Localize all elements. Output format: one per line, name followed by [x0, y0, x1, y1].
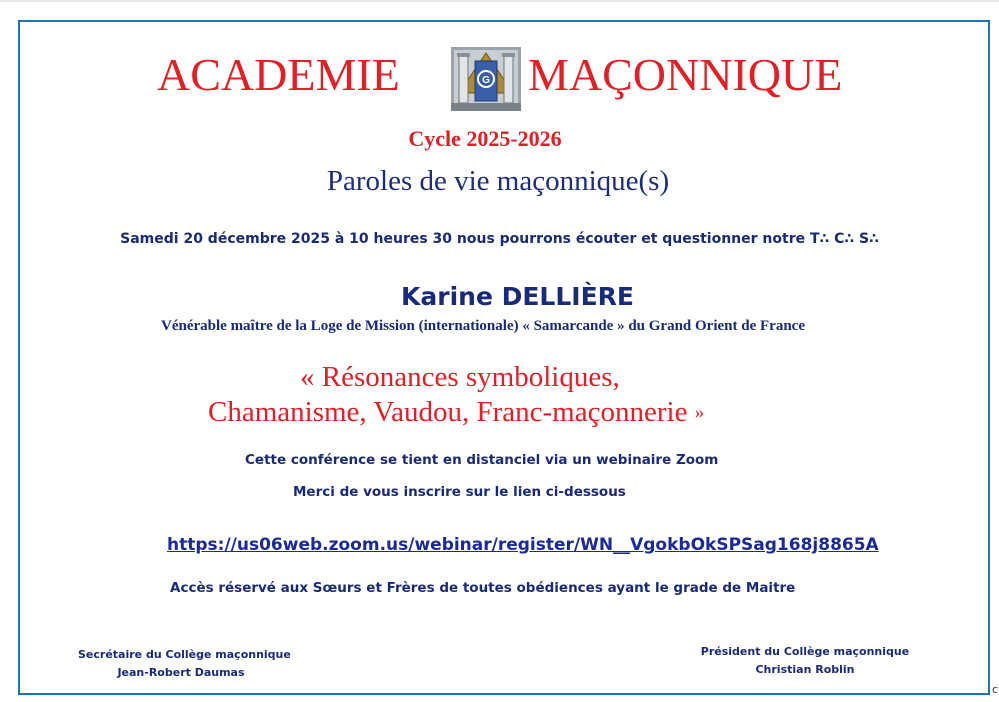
secretary-signature: [78, 646, 291, 682]
secretary-title: Secrétaire du Collège maçonnique: [78, 648, 291, 661]
secretary-name: Jean-Robert Daumas: [117, 666, 245, 679]
title-maconnique: MAÇONNIQUE: [528, 49, 843, 100]
top-divider: [0, 0, 999, 2]
stray-character: c: [992, 683, 999, 696]
page-subtitle: Paroles de vie maçonnique(s): [326, 165, 670, 197]
president-signature: [700, 643, 910, 679]
access-restriction-text: Accès réservé aux Sœurs et Frères de toutes obédiences ayant le grade de Maitre: [170, 580, 796, 596]
talk-title-line-2: [208, 396, 704, 429]
info-line-inscription: Merci de vous inscrire sur le lien ci-dessous: [293, 484, 626, 500]
info-line-distanciel: Cette conférence se tient en distanciel via un webinaire Zoom: [245, 452, 719, 468]
title-academie: ACADEMIE: [157, 49, 400, 100]
speaker-role: Vénérable maître de la Loge de Mission (internationale) « Samarcande » du Grand Orient de France: [161, 318, 805, 334]
president-name: Christian Roblin: [755, 663, 855, 676]
zoom-registration-link[interactable]: https://us06web.zoom.us/webinar/register/WN__VgokbOkSPSag168j8865A: [167, 535, 879, 555]
talk-title-line-1: « Résonances symboliques,: [300, 361, 620, 393]
svg-text:G: G: [482, 75, 490, 86]
announcement-text: Samedi 20 décembre 2025 à 10 heures 30 nous pourrons écouter et questionner notre T∴ C∴ S∴: [120, 231, 879, 247]
talk-title-line-2-text: Chamanisme, Vaudou, Franc-maçonnerie: [208, 396, 688, 428]
closing-quote: »: [694, 402, 705, 423]
masonic-emblem-icon: [451, 47, 521, 111]
president-title: Président du Collège maçonnique: [700, 645, 910, 658]
speaker-name: Karine DELLIÈRE: [401, 282, 634, 311]
cycle-label: Cycle 2025-2026: [408, 126, 562, 151]
